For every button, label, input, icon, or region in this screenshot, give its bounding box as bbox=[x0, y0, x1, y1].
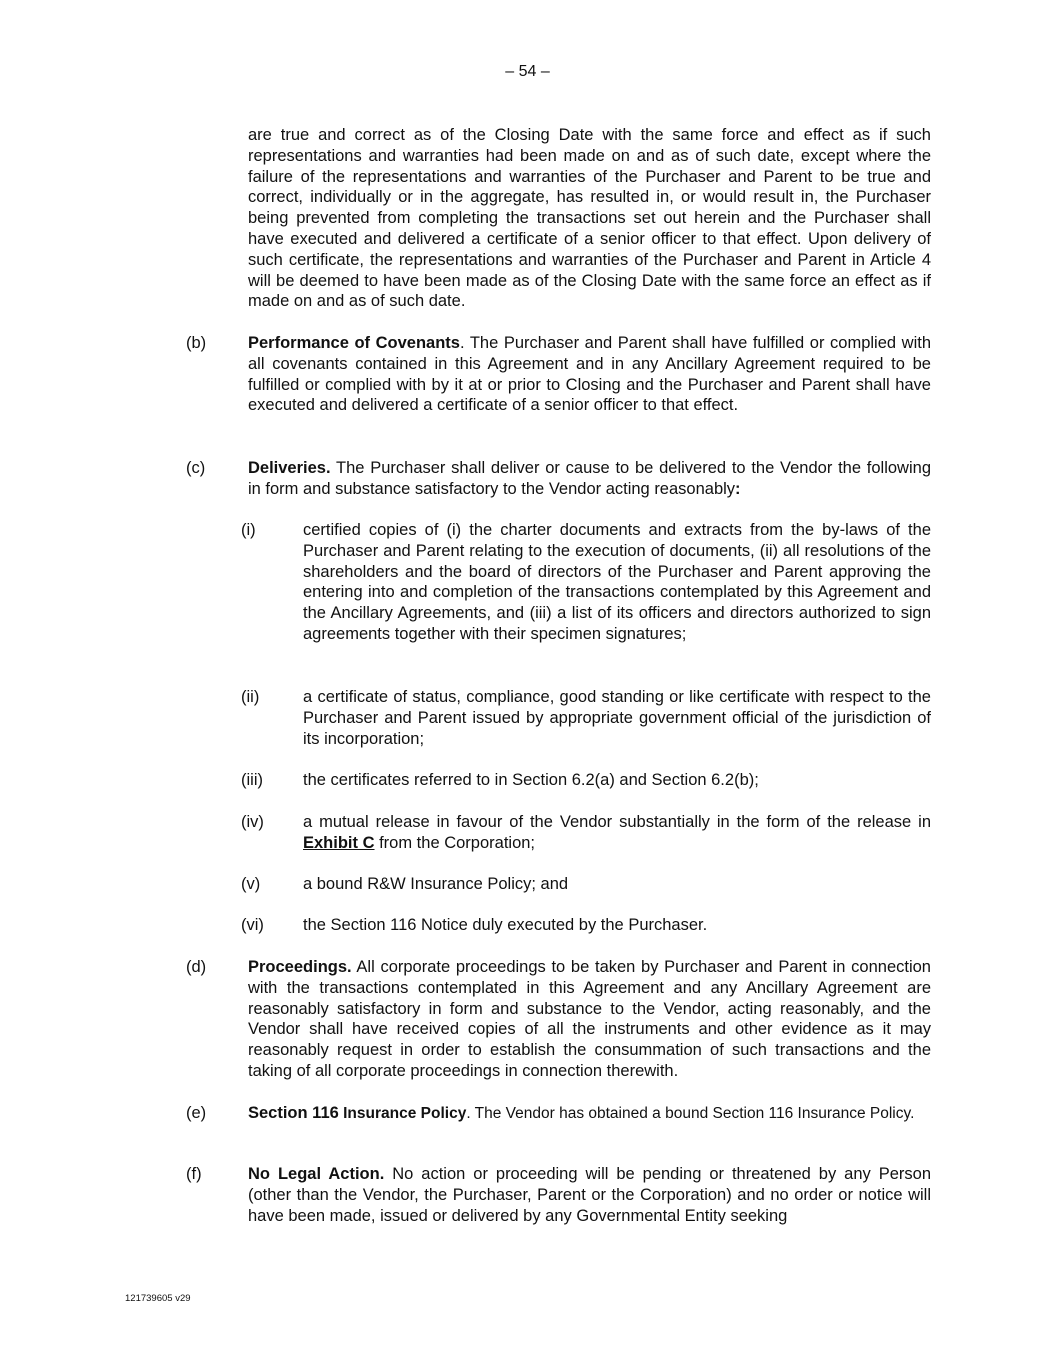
item-ii-label: (ii) bbox=[241, 688, 260, 706]
item-iv-paragraph bbox=[303, 812, 931, 854]
section-c-heading: Deliveries. bbox=[248, 459, 331, 477]
section-d-paragraph bbox=[248, 957, 931, 1082]
item-i-label: (i) bbox=[241, 521, 256, 539]
section-b-heading: Performance of Covenants bbox=[248, 334, 460, 352]
section-d-heading: Proceedings. bbox=[248, 958, 352, 976]
item-iv-text-before: a mutual release in favour of the Vendor substantially in the form of the release in bbox=[303, 813, 931, 831]
section-d-text: All corporate proceedings to be taken by Purchaser and Parent in connection with the transactions contemplated in this Agreement and any Ancillary Agreement are reasonably satisfactory in form and substance to the Vendor, acting reasonably, and the Vendor shall have received copies of all the instruments and other evidence as it may reasonably request in order to establish the consummation of such transactions and the taking of all corporate proceedings in connection therewith. bbox=[248, 958, 931, 1080]
page-number: – 54 – bbox=[505, 63, 550, 80]
section-c-paragraph bbox=[248, 458, 931, 500]
document-id-footer: 121739605 v29 bbox=[125, 1293, 191, 1304]
section-f-label: (f) bbox=[186, 1165, 202, 1183]
section-f-paragraph bbox=[248, 1164, 931, 1226]
section-f-text: No action or proceeding will be pending or threatened by any Person (other than the Vendor, the Purchaser, Parent or the Corporation) and no order or notice will have been made, issued or delivered by any Governmental Entity seeking bbox=[248, 1165, 931, 1225]
section-e-heading-part1: Section 116 bbox=[248, 1104, 339, 1122]
section-b-label: (b) bbox=[186, 334, 207, 352]
item-iii-label: (iii) bbox=[241, 771, 263, 789]
item-ii-text: a certificate of status, compliance, good standing or like certificate with respect to the Purchaser and Parent issued by appropriate government official of the jurisdiction of its incorporation; bbox=[303, 688, 931, 748]
section-e-label: (e) bbox=[186, 1104, 207, 1122]
section-e-heading-part2: Insurance Policy bbox=[338, 1105, 467, 1122]
item-iv-text-after: from the Corporation; bbox=[374, 833, 536, 852]
section-e-text: . The Vendor has obtained a bound Section 116 Insurance Policy. bbox=[466, 1105, 915, 1122]
section-d-label: (d) bbox=[186, 958, 207, 976]
section-c-colon: : bbox=[735, 479, 741, 498]
item-v-label: (v) bbox=[241, 875, 261, 893]
section-b-text: . The Purchaser and Parent shall have fulfilled or complied with all covenants contained in this Agreement and in any Ancillary Agreement required to be fulfilled or complied with by it at or prior to Closing and the Purchaser and Parent shall have executed and delivered a certificate of a senior officer to that effect. bbox=[248, 334, 931, 415]
item-iii-text: the certificates referred to in Section 6.2(a) and Section 6.2(b); bbox=[303, 771, 759, 789]
section-c-text: The Purchaser shall deliver or cause to be delivered to the Vendor the following in form and substance satisfactory to the Vendor acting reasonably bbox=[248, 459, 931, 498]
section-b-paragraph bbox=[248, 333, 931, 416]
section-e-paragraph bbox=[248, 1103, 931, 1125]
section-c-label: (c) bbox=[186, 459, 206, 477]
intro-paragraph: are true and correct as of the Closing Date with the same force and effect as if such representations and warranties had been made on and as of such date, except where the failure of the representations and warranties of the Purchaser and Parent to be true and correct, individually or in the aggregate, has resulted in, or would result in, the Purchaser being prevented from completing the transactions set out herein and the Purchaser shall have executed and delivered a certificate of a senior officer to that effect. Upon delivery of such certificate, the representations and warranties of the Purchaser and Parent in Article 4 will be deemed to have been made as of the Closing Date with the same force an effect as if made on and as of such date. bbox=[248, 126, 931, 311]
item-vi-text: the Section 116 Notice duly executed by the Purchaser. bbox=[303, 916, 708, 934]
item-vi-label: (vi) bbox=[241, 916, 264, 934]
exhibit-c-reference[interactable]: Exhibit C bbox=[303, 833, 375, 852]
item-iv-label: (iv) bbox=[241, 813, 264, 831]
section-f-heading: No Legal Action. bbox=[248, 1165, 385, 1183]
item-v-text: a bound R&W Insurance Policy; and bbox=[303, 875, 569, 893]
item-i-text: certified copies of (i) the charter documents and extracts from the by-laws of the Purchaser and Parent relating to the execution of documents, (ii) all resolutions of the shareholders and the board of directors of the Purchaser and Parent approving the entering into and completion of the transactions contemplated by this Agreement and the Ancillary Agreements, and (iii) a list of its officers and directors authorized to sign agreements together with their specimen signatures; bbox=[303, 521, 931, 643]
